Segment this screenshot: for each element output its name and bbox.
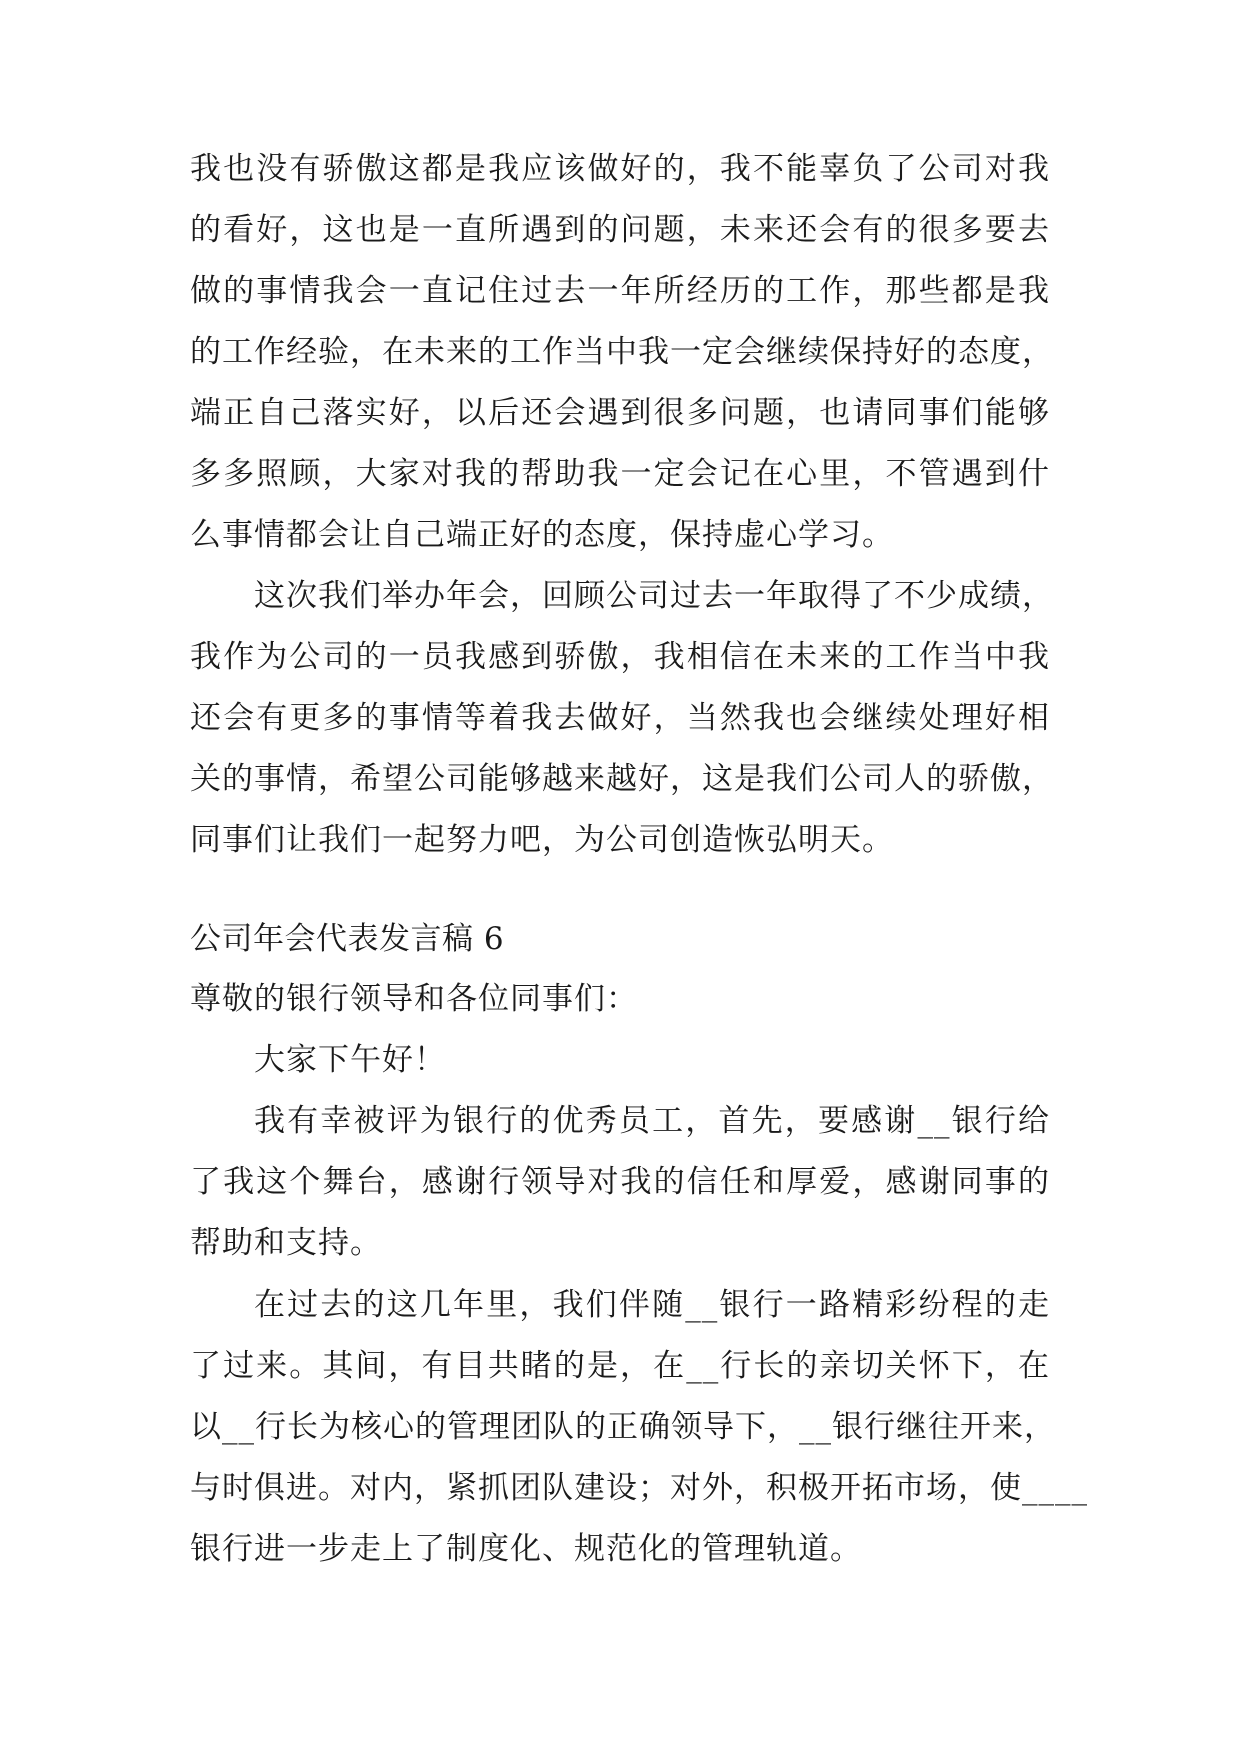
greeting: 大家下午好！ [254, 1042, 446, 1078]
paragraph-4-line: 与时俱进。对内，紧抓团队建设；对外，积极开拓市场，使____ [190, 1470, 1088, 1506]
paragraph-1-line: 的工作经验，在未来的工作当中我一定会继续保持好的态度， [190, 334, 1054, 370]
paragraph-2-line: 这次我们举办年会，回顾公司过去一年取得了不少成绩， [254, 578, 1054, 614]
paragraph-1-line: 的看好，这也是一直所遇到的问题，未来还会有的很多要去 [190, 212, 1050, 248]
paragraph-1-line: 多多照顾，大家对我的帮助我一定会记在心里，不管遇到什 [190, 456, 1050, 492]
salutation: 尊敬的银行领导和各位同事们： [190, 981, 638, 1017]
paragraph-1-line: 端正自己落实好，以后还会遇到很多问题，也请同事们能够 [190, 395, 1050, 431]
paragraph-4-line: 以__行长为核心的管理团队的正确领导下，__银行继往开来， [190, 1409, 1056, 1445]
paragraph-2-line: 同事们让我们一起努力吧，为公司创造恢弘明天。 [190, 822, 894, 858]
paragraph-3-line: 我有幸被评为银行的优秀员工，首先，要感谢__银行给 [254, 1103, 1050, 1139]
paragraph-4-line: 银行进一步走上了制度化、规范化的管理轨道。 [190, 1531, 862, 1567]
paragraph-2-line: 我作为公司的一员我感到骄傲，我相信在未来的工作当中我 [190, 639, 1050, 675]
paragraph-1-line: 做的事情我会一直记住过去一年所经历的工作，那些都是我 [190, 273, 1050, 309]
paragraph-1-line: 我也没有骄傲这都是我应该做好的，我不能辜负了公司对我 [190, 151, 1050, 187]
paragraph-4-line: 在过去的这几年里，我们伴随__银行一路精彩纷程的走 [254, 1287, 1050, 1323]
paragraph-1-line: 么事情都会让自己端正好的态度，保持虚心学习。 [190, 517, 894, 553]
paragraph-4-line: 了过来。其间，有目共睹的是，在__行长的亲切关怀下，在 [190, 1348, 1050, 1384]
paragraph-3-line: 了我这个舞台，感谢行领导对我的信任和厚爱，感谢同事的 [190, 1164, 1050, 1200]
section-title: 公司年会代表发言稿 6 [190, 921, 505, 957]
paragraph-3-line: 帮助和支持。 [190, 1225, 382, 1261]
paragraph-2-line: 还会有更多的事情等着我去做好，当然我也会继续处理好相 [190, 700, 1050, 736]
paragraph-2-line: 关的事情，希望公司能够越来越好，这是我们公司人的骄傲， [190, 761, 1054, 797]
